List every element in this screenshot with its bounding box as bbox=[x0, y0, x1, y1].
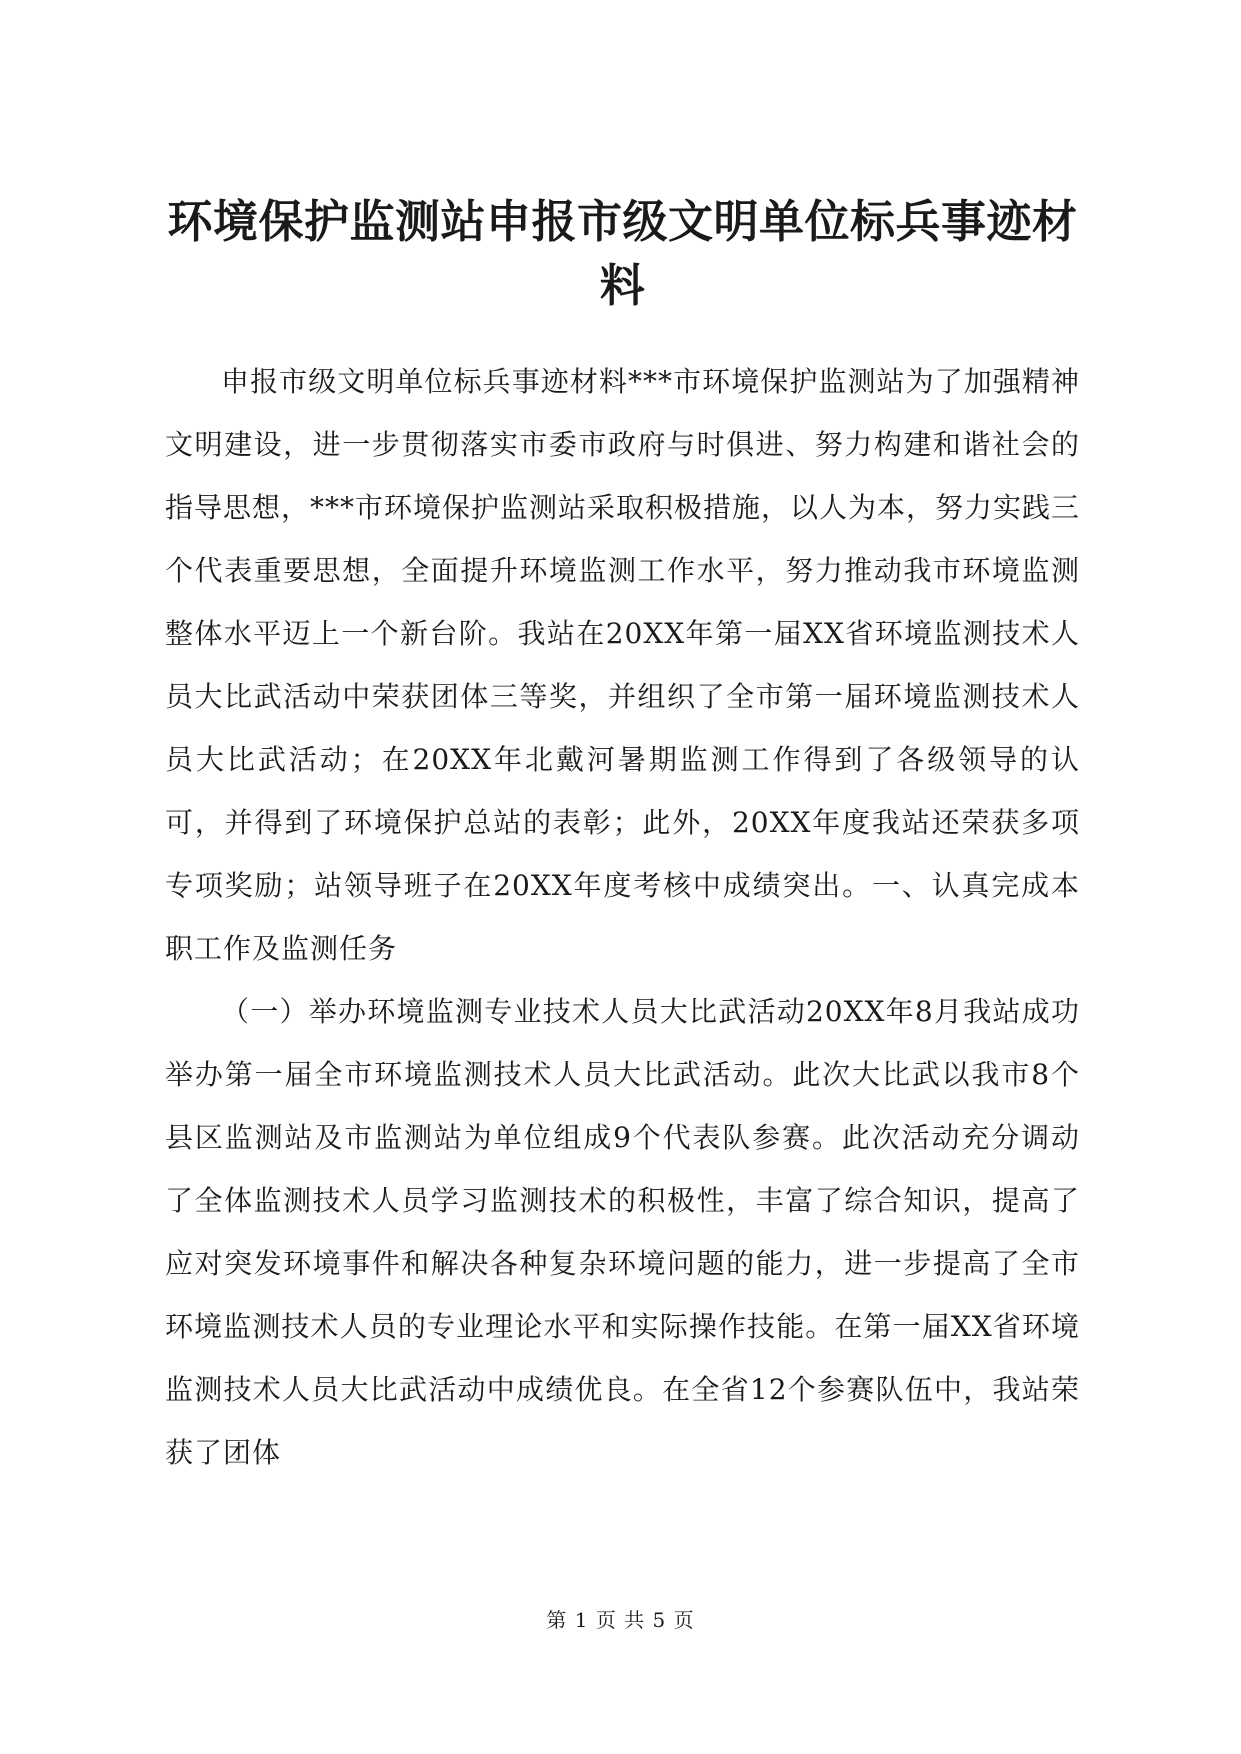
body-paragraph-1: 申报市级文明单位标兵事迹材料***市环境保护监测站为了加强精神文明建设，进一步贯彻落实市委市政府与时俱进、努力构建和谐社会的指导思想，***市环境保护监测站采取积极措施，以人为本，努力实践三个代表重要思想，全面提升环境监测工作水平，努力推动我市环境监测整体水平迈上一个新台阶。我站在20XX年第一届XX省环境监测技术人员大比武活动中荣获团体三等奖，并组织了全市第一届环境监测技术人员大比武活动；在20XX年北戴河暑期监测工作得到了各级领导的认可，并得到了环境保护总站的表彰；此外，20XX年度我站还荣获多项专项奖励；站领导班子在20XX年度考核中成绩突出。一、认真完成本职工作及监测任务 bbox=[165, 365, 1081, 965]
document-title: 环境保护监测站申报市级文明单位标兵事迹材料 bbox=[167, 195, 1078, 312]
page-number-footer: 第 1 页 共 5 页 bbox=[546, 1608, 695, 1632]
body-paragraph-2: （一）举办环境监测专业技术人员大比武活动20XX年8月我站成功举办第一届全市环境监测技术人员大比武活动。此次大比武以我市8个县区监测站及市监测站为单位组成9个代表队参赛。此次活动充分调动了全体监测技术人员学习监测技术的积极性，丰富了综合知识，提高了应对突发环境事件和解决各种复杂环境问题的能力，进一步提高了全市环境监测技术人员的专业理论水平和实际操作技能。在第一届XX省环境监测技术人员大比武活动中成绩优良。在全省12个参赛队伍中，我站荣获了团体 bbox=[165, 995, 1080, 1469]
document-body bbox=[165, 350, 1080, 1484]
